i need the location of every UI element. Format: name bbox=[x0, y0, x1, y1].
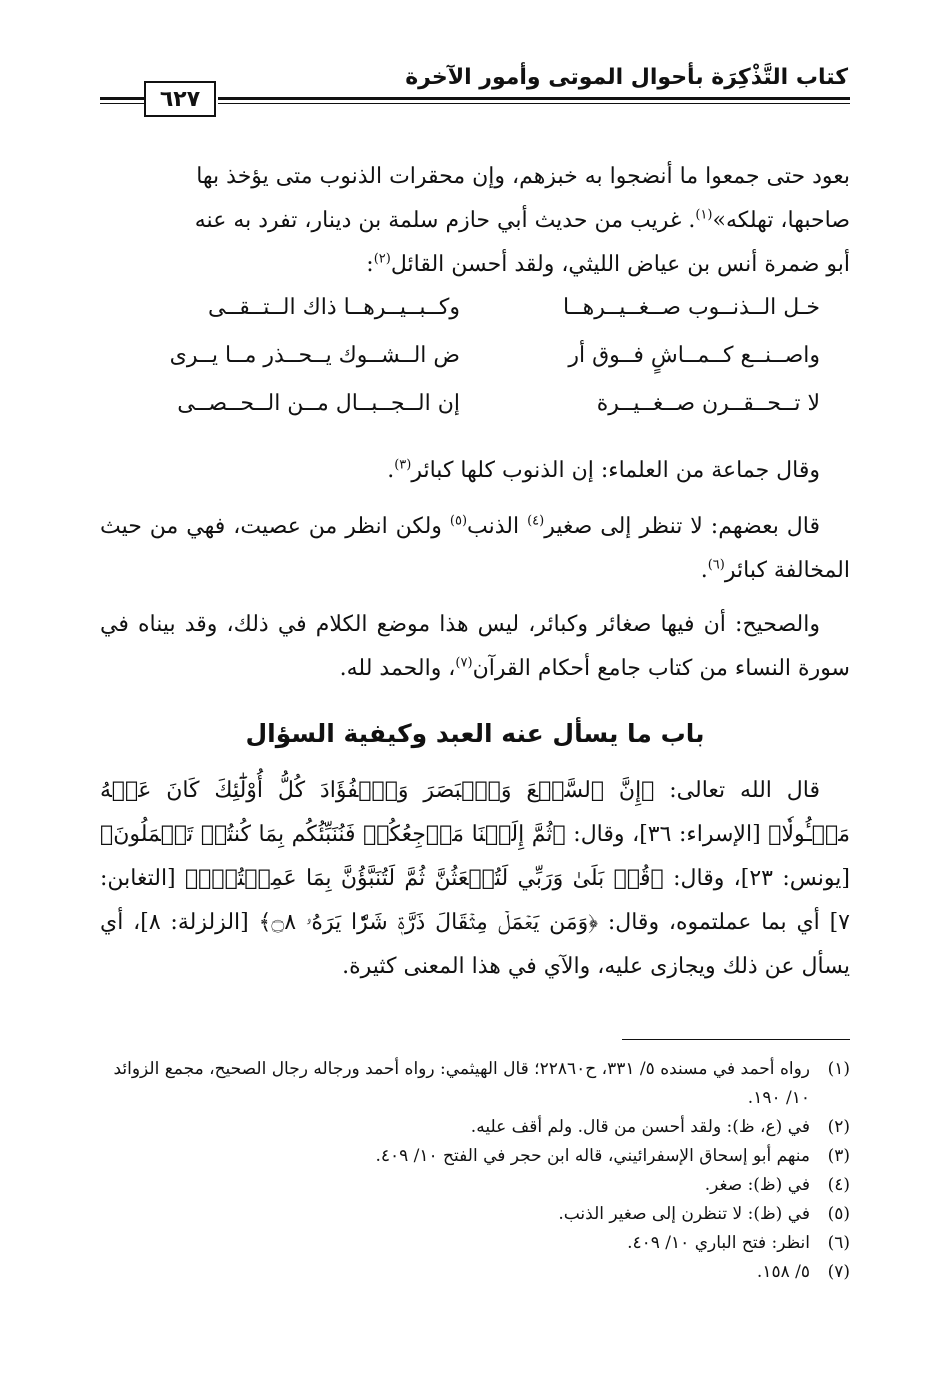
footnote-marker: (١) bbox=[695, 207, 713, 223]
page-number: ٦٢٧ bbox=[144, 81, 216, 117]
page-header bbox=[100, 55, 850, 125]
header-rule-left-thin bbox=[100, 103, 144, 104]
text-run: الذنب bbox=[467, 514, 528, 539]
footnote-text: رواه أحمد في مسنده ٥/ ٣٣١، ح٢٢٨٦٠؛ قال الهيثمي: رواه أحمد ورجاله رجال الصحيح، مجمع الزوائد ١٠/ ١٩٠. bbox=[113, 1059, 810, 1108]
footnote-marker: (٤) bbox=[527, 513, 545, 529]
text-run: صاحبها، تهلكه» bbox=[712, 208, 850, 233]
section-heading: باب ما يسأل عنه العبد وكيفية السؤال bbox=[245, 719, 705, 748]
header-rule bbox=[218, 97, 850, 100]
poem bbox=[100, 295, 850, 445]
header-rule-thin bbox=[218, 103, 850, 104]
text-run: . bbox=[387, 458, 395, 483]
paragraph-1-line-1: بعود حتى جمعوا ما أنضجوا به خبزهم، وإن محقرات الذنوب متى يؤخذ بها bbox=[196, 164, 850, 189]
text-run: ، والحمد لله. bbox=[339, 656, 456, 681]
footnotes bbox=[100, 1055, 850, 1287]
footnote-marker: (٢) bbox=[373, 251, 391, 267]
footnote-number: (٥) bbox=[827, 1204, 850, 1224]
footnote-marker: (٦) bbox=[707, 557, 725, 573]
footnote-text: انظر: فتح الباري ١٠/ ٤٠٩. bbox=[627, 1233, 810, 1253]
paragraph-2-text bbox=[100, 449, 850, 493]
text-run: . غريب من حديث أبي حازم سلمة بن دينار، تفرد به عنه bbox=[194, 208, 696, 233]
footnote-item bbox=[100, 1258, 850, 1287]
hemistich-first: لا تــحــقــرن صــغــيــرة bbox=[596, 391, 820, 416]
footnote-item bbox=[100, 1113, 850, 1142]
paragraph-4-text bbox=[100, 603, 850, 691]
text-run: ولكن انظر من عصيت، فهي من حيث المخالفة كبائر bbox=[100, 514, 850, 583]
footnote-item bbox=[100, 1200, 850, 1229]
hemistich-second: إن الــجــبــال مــن الــحــصــى bbox=[177, 391, 460, 416]
paragraph-4 bbox=[100, 603, 850, 691]
poem-verse bbox=[100, 295, 850, 343]
hemistich-second: وكــبــيــرهــا ذاك الــتــقــى bbox=[207, 295, 460, 320]
running-title: كتاب التَّذْكِرَة بأحوال الموتى وأمور الآخرة bbox=[405, 65, 848, 90]
section-text: قال الله تعالى: ﴿إِنَّ ٱلسَّمۡعَ وَٱلۡبَصَرَ وَٱلۡفُؤَادَ كُلُّ أُوْلَٰٓئِكَ كَانَ عَنۡهُ مَسۡـُٔولٗا﴾ [الإسراء: ٣٦]، وقال: ﴿ثُمَّ إِلَيۡنَا مَرۡجِعُكُمۡ فَنُنَبِّئُكُم بِمَا كُنتُمۡ تَعۡمَلُونَ﴾ [يونس: ٢٣]، وقال: ﴿قُلۡ بَلَىٰ وَرَبِّي لَتُبۡعَثُنَّ ثُمَّ لَتُنَبَّؤُنَّ بِمَا عَمِلۡتُمۡۚ﴾ [التغابن: ٧] أي بما عملتموه، وقال: ﴿وَمَن يَعۡمَلۡ مِثۡقَالَ ذَرَّةٖ شَرّٗا يَرَهُۥ ۝٨﴾ [الزلزلة: ٨]، أي يسأل عن ذلك ويجازى عليه، والآي في هذا المعنى كثيرة. bbox=[100, 778, 850, 979]
text-run: قال بعضهم: لا تنظر إلى صغير bbox=[544, 514, 820, 539]
paragraph-3-text bbox=[100, 505, 850, 593]
footnote-marker: (٧) bbox=[455, 655, 473, 671]
footnote-item bbox=[100, 1142, 850, 1171]
footnote-number: (٣) bbox=[827, 1146, 850, 1166]
paragraph-1-line-3 bbox=[100, 243, 850, 287]
hemistich-second: ض الــشــوك يــحــذر مــا يــرى bbox=[169, 343, 460, 368]
footnote-number: (١) bbox=[827, 1059, 850, 1079]
footnote-number: (٤) bbox=[827, 1175, 850, 1195]
footnote-item bbox=[100, 1055, 850, 1113]
paragraph-3 bbox=[100, 505, 850, 593]
footnote-number: (٧) bbox=[827, 1262, 850, 1282]
footnote-text: في (ع، ظ): ولقد أحسن من قال. ولم أقف عليه. bbox=[470, 1117, 810, 1137]
text-run: والصحيح: أن فيها صغائر وكبائر، ليس هذا موضع الكلام في ذلك، وقد بيناه في سورة النساء من كتاب جامع أحكام القرآن bbox=[100, 612, 850, 681]
paragraph-2 bbox=[100, 449, 850, 493]
hemistich-first: واصــنــع كــمــاشٍ فــوق أر bbox=[568, 343, 820, 368]
footnote-marker: (٣) bbox=[394, 457, 412, 473]
footnote-number: (٢) bbox=[827, 1117, 850, 1137]
footnote-separator bbox=[622, 1039, 850, 1040]
footnote-marker: (٥) bbox=[449, 513, 468, 529]
footnote-number: (٦) bbox=[827, 1233, 850, 1253]
header-rule-left bbox=[100, 97, 144, 100]
text-run: . bbox=[700, 558, 708, 583]
poem-verse bbox=[100, 391, 850, 439]
footnote-text: منهم أبو إسحاق الإسفرائيني، قاله ابن حجر في الفتح ١٠/ ٤٠٩. bbox=[375, 1146, 810, 1166]
paragraph-1 bbox=[100, 155, 850, 287]
footnote-item bbox=[100, 1171, 850, 1200]
poem-verse bbox=[100, 343, 850, 391]
text-run: وقال جماعة من العلماء: إن الذنوب كلها كبائر bbox=[411, 458, 820, 483]
hemistich-first: خـل الــذنــوب صــغــيــرهــا bbox=[563, 295, 820, 320]
text-run: أبو ضمرة أنس بن عياض الليثي، ولقد أحسن القائل bbox=[390, 252, 850, 277]
footnote-text: في (ظ): صغر. bbox=[704, 1175, 810, 1195]
paragraph-1-line-2 bbox=[100, 199, 850, 243]
footnote-text: ٥/ ١٥٨. bbox=[756, 1262, 810, 1282]
footnote-text: في (ظ): لا تنظرن إلى صغير الذنب. bbox=[558, 1204, 810, 1224]
book-page bbox=[100, 55, 850, 1345]
footnote-item bbox=[100, 1229, 850, 1258]
section-paragraph bbox=[100, 769, 850, 989]
text-run: : bbox=[366, 252, 374, 277]
